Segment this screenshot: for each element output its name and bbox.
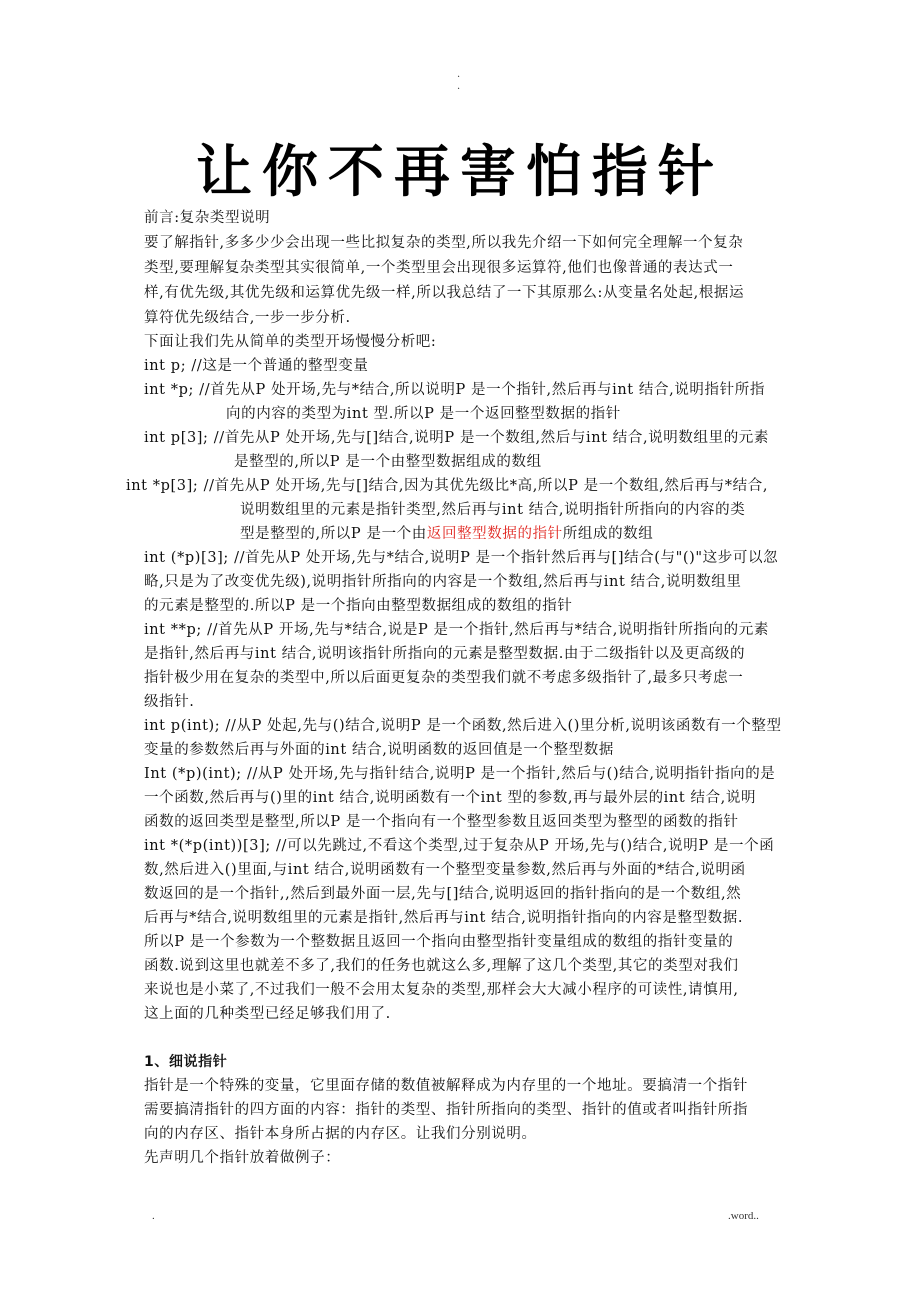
text-line: int p; //这是一个普通的整型变量 — [144, 358, 369, 374]
highlight-text: 返回整型数据的指针 — [426, 526, 563, 542]
text-line: Int (*p)(int); //从P 处开场,先与指针结合,说明P 是一个指针,然后与()结合,说明指针指向的是 — [144, 766, 776, 782]
header-mark: · — [457, 72, 461, 83]
text-line: 前言:复杂类型说明 — [144, 210, 271, 226]
footer-right-mark: .word.. — [728, 1210, 759, 1222]
text-line: 说明数组里的元素是指针类型,然后再与int 结合,说明指针所指向的内容的类 — [240, 502, 746, 518]
section-heading: 1、细说指针 — [144, 1054, 228, 1070]
text-line: 所以P 是一个参数为一个整数据且返回一个指向由整型指针变量组成的数组的指针变量的 — [144, 934, 734, 950]
text-line: 指针极少用在复杂的类型中,所以后面更复杂的类型我们就不考虑多级指针了,最多只考虑一 — [144, 670, 744, 686]
text-line: int *p[3]; //首先从P 处开场,先与[]结合,因为其优先级比*高,所以P 是一个数组,然后再与*结合, — [126, 478, 769, 494]
text-line: int **p; //首先从P 开场,先与*结合,说是P 是一个指针,然后再与*结合,说明指针所指向的元素 — [144, 622, 769, 638]
text-line: 样,有优先级,其优先级和运算优先级一样,所以我总结了一下其原那么:从变量名处起,根据运 — [144, 285, 745, 301]
text-line: 向的内容的类型为int 型.所以P 是一个返回整型数据的指针 — [226, 406, 621, 422]
text-line: 略,只是为了改变优先级),说明指针所指向的内容是一个数组,然后再与int 结合,说明数组里 — [144, 574, 742, 590]
text-line: 是整型的,所以P 是一个由整型数据组成的数组 — [234, 454, 542, 470]
text-line: 这上面的几种类型已经足够我们用了. — [144, 1006, 391, 1022]
footer-left-mark: . — [152, 1210, 155, 1222]
text-line: 要了解指针,多多少少会出现一些比拟复杂的类型,所以我先介绍一下如何完全理解一个复杂 — [144, 235, 744, 251]
text-line-highlight: 型是整型的,所以P 是一个由返回整型数据的指针所组成的数组 — [240, 526, 654, 542]
document-title: 让你不再害怕指针 — [196, 140, 724, 205]
text-line: 先声明几个指针放着做例子： — [144, 1150, 341, 1166]
text-line: int *(*p(int))[3]; //可以先跳过,不看这个类型,过于复杂从P 开场,先与()结合,说明P 是一个函 — [144, 838, 775, 854]
text-line: int p[3]; //首先从P 处开场,先与[]结合,说明P 是一个数组,然后与int 结合,说明数组里的元素 — [144, 430, 769, 446]
text-line: 数,然后进入()里面,与int 结合,说明函数有一个整型变量参数,然后再与外面的*结合,说明函 — [144, 862, 746, 878]
text-line: 变量的参数然后再与外面的int 结合,说明函数的返回值是一个整型数据 — [144, 742, 614, 758]
text-line: 来说也是小菜了,不过我们一般不会用太复杂的类型,那样会大大减小程序的可读性,请慎用, — [144, 982, 739, 998]
text-line: 类型,要理解复杂类型其实很简单,一个类型里会出现很多运算符,他们也像普通的表达式一 — [144, 260, 734, 276]
text-line: 下面让我们先从简单的类型开场慢慢分析吧: — [144, 334, 437, 350]
text-line: 向的内存区、指针本身所占据的内存区。让我们分别说明。 — [144, 1126, 537, 1142]
text-line: 需要搞清指针的四方面的内容：指针的类型、指针所指向的类型、指针的值或者叫指针所指 — [144, 1102, 748, 1118]
text-line: 的元素是整型的.所以P 是一个指向由整型数据组成的数组的指针 — [144, 598, 573, 614]
text-line: 函数.说到这里也就差不多了,我们的任务也就这么多,理解了这几个类型,其它的类型对我们 — [144, 958, 739, 974]
text-line: 函数的返回类型是整型,所以P 是一个指向有一个整型参数且返回类型为整型的函数的指针 — [144, 814, 739, 830]
text-line: int p(int); //从P 处起,先与()结合,说明P 是一个函数,然后进入()里分析,说明该函数有一个整型 — [144, 718, 782, 734]
text-line: 数返回的是一个指针,,然后到最外面一层,先与[]结合,说明返回的指针指向的是一个数组,然 — [144, 886, 742, 902]
text-line: 一个函数,然后再与()里的int 结合,说明函数有一个int 型的参数,再与最外层的int 结合,说明 — [144, 790, 757, 806]
text-line: 算符优先级结合,一步一步分析. — [144, 310, 351, 326]
text-line: 级指针. — [144, 694, 195, 710]
header-mark: · — [457, 84, 461, 95]
text-line: int (*p)[3]; //首先从P 处开场,先与*结合,说明P 是一个指针然后再与[]结合(与"()"这步可以忽 — [144, 550, 779, 566]
text-line: 指针是一个特殊的变量，它里面存储的数值被解释成为内存里的一个地址。要搞清一个指针 — [144, 1078, 748, 1094]
text-line: 后再与*结合,说明数组里的元素是指针,然后再与int 结合,说明指针指向的内容是整型数据. — [144, 910, 744, 926]
text-line: int *p; //首先从P 处开场,先与*结合,所以说明P 是一个指针,然后再与int 结合,说明指针所指 — [144, 382, 765, 398]
text-line: 是指针,然后再与int 结合,说明该指针所指向的元素是整型数据.由于二级指针以及更高级的 — [144, 646, 746, 662]
